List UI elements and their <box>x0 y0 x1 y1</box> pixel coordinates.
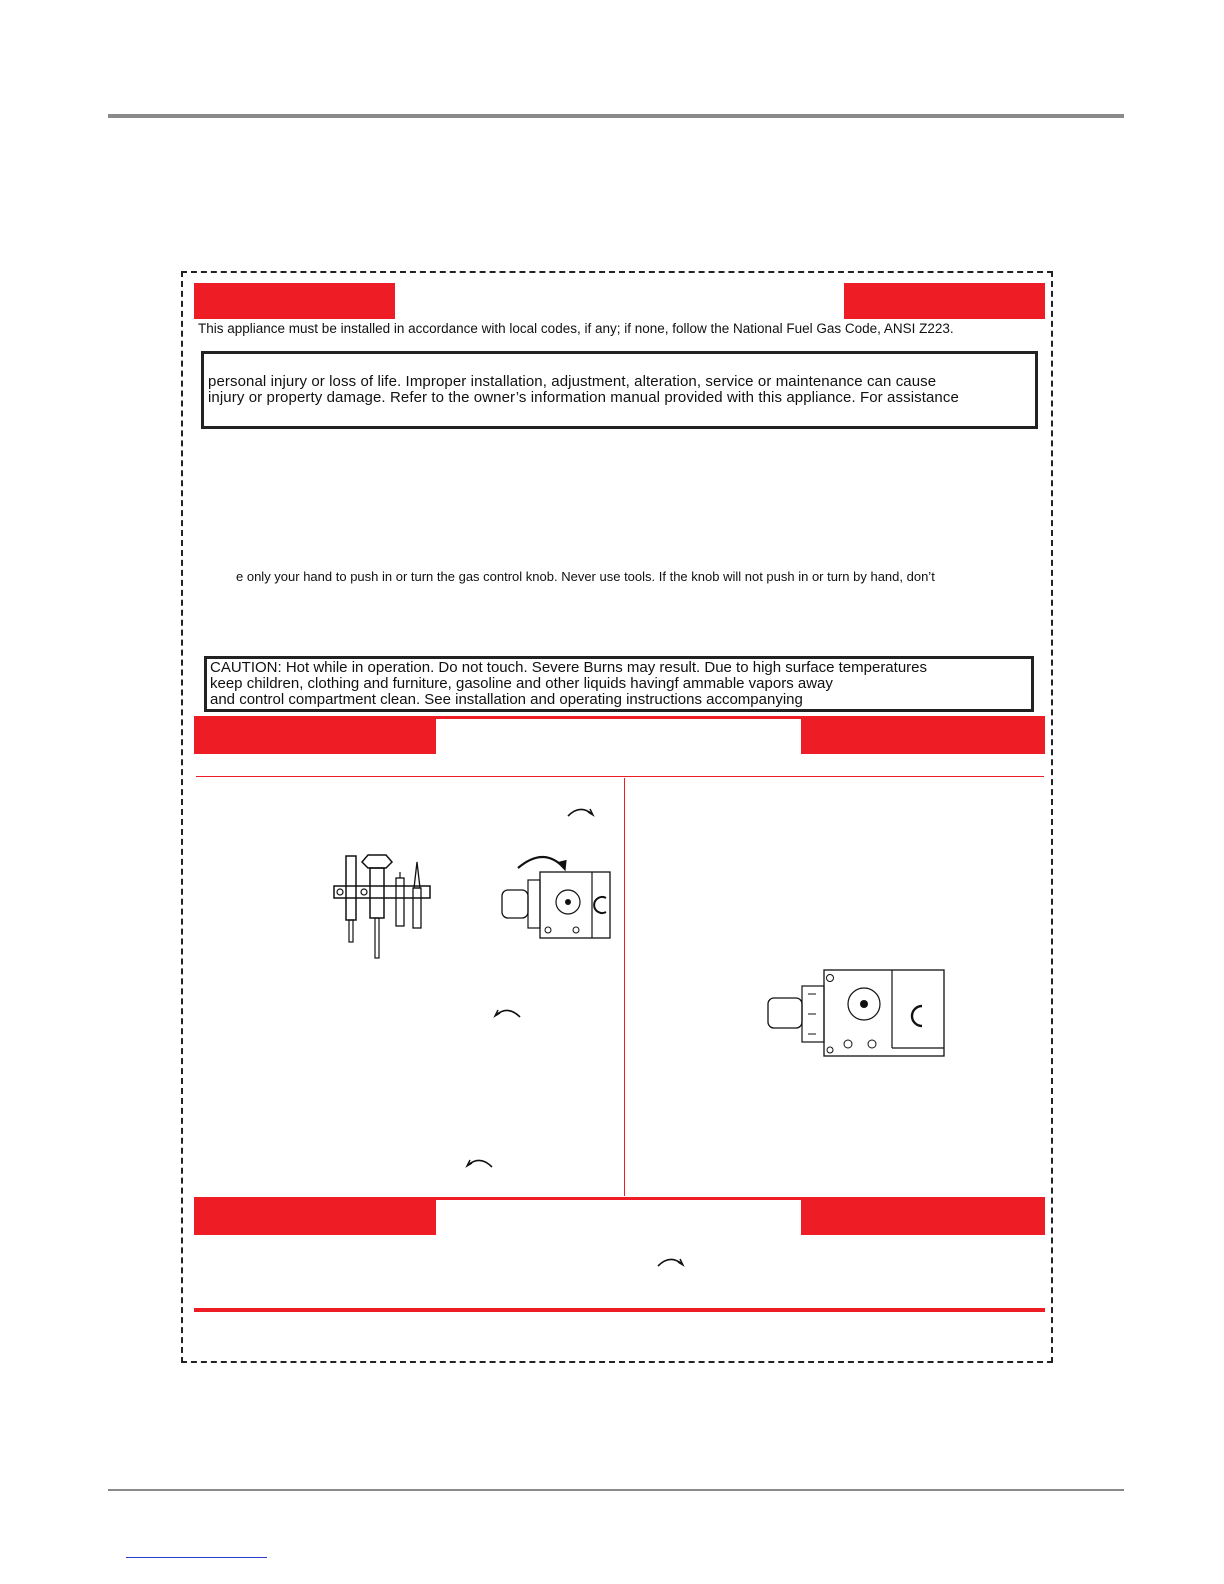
section-bar-left-2 <box>194 1197 436 1235</box>
install-note: This appliance must be installed in accordance with local codes, if any; if none, follow the National Fuel Gas Code, ANSI Z223. <box>198 321 954 336</box>
section-divider <box>196 776 1044 777</box>
column-divider <box>624 778 625 1196</box>
section-bar-top-line <box>436 716 802 719</box>
section-bar-top-line-2 <box>436 1197 802 1200</box>
footer-link-underline[interactable] <box>126 1557 267 1558</box>
bottom-rule <box>108 1489 1124 1491</box>
gas-valve-diagram <box>764 968 946 1060</box>
rotate-ccw-arrow-icon <box>464 1157 494 1171</box>
warning-line-2: injury or property damage. Refer to the owner’s information manual provided with this appliance. For assistance <box>208 389 959 406</box>
rotate-ccw-arrow-icon <box>492 1007 522 1021</box>
header-bar-right <box>844 283 1045 319</box>
pilot-assembly-diagram <box>330 852 434 962</box>
caution-line-1: CAUTION: Hot while in operation. Do not touch. Severe Burns may result. Due to high surface temperatures <box>210 659 927 676</box>
section-bar-right <box>801 716 1045 754</box>
section-bar-right-2 <box>801 1197 1045 1235</box>
bottom-red-rule <box>194 1308 1045 1312</box>
hand-note: e only your hand to push in or turn the gas control knob. Never use tools. If the knob will not push in or turn by hand, don’t <box>236 569 935 584</box>
rotate-cw-arrow-icon <box>656 1256 686 1270</box>
top-rule <box>108 114 1124 118</box>
header-bar-left <box>194 283 395 319</box>
rotate-cw-arrow-icon <box>566 806 596 820</box>
section-bar-left <box>194 716 436 754</box>
warning-line-1: personal injury or loss of life. Improper installation, adjustment, alteration, service or maintenance can cause <box>208 373 937 390</box>
caution-line-3: and control compartment clean. See installation and operating instructions accompanying <box>210 691 803 708</box>
caution-line-2: keep children, clothing and furniture, gasoline and other liquids havingf ammable vapors away <box>210 675 833 692</box>
gas-valve-diagram <box>498 846 610 942</box>
